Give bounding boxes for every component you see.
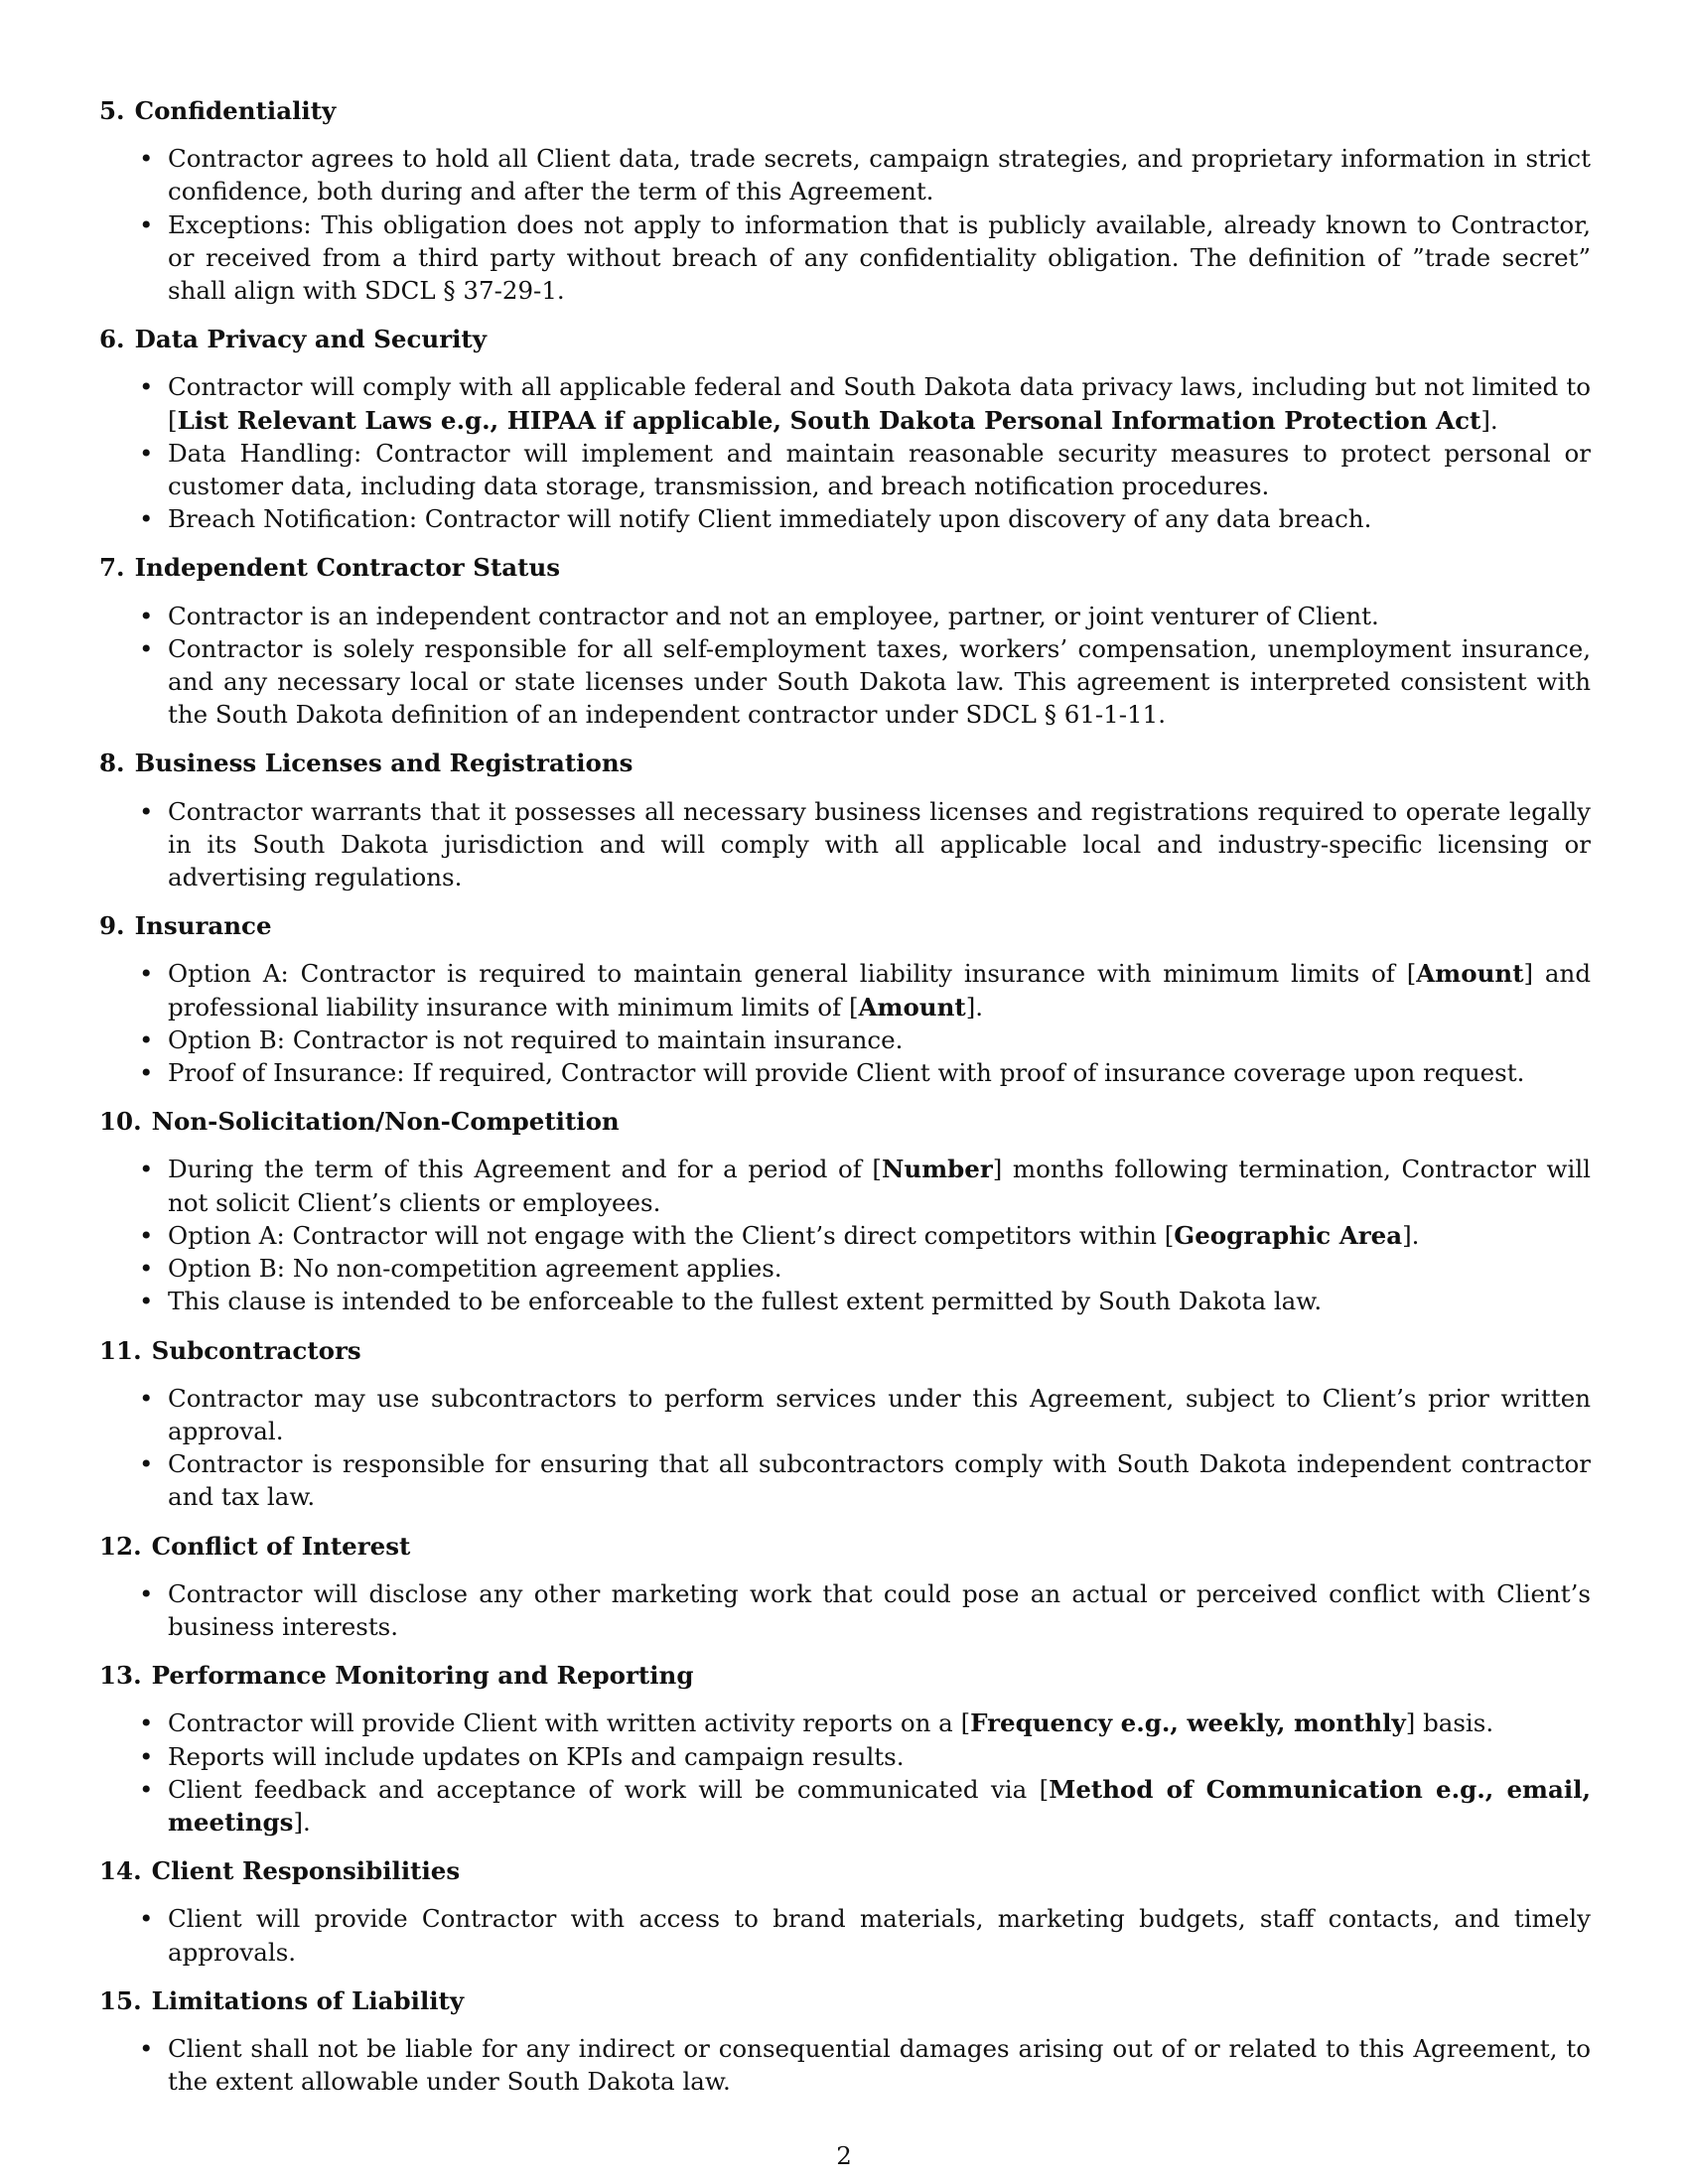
- list-item: [99, 1740, 1591, 1773]
- section-heading: [99, 323, 1591, 355]
- text-run: Contractor is an independent contractor and not an employee, partner, or joint venturer of Client.: [168, 601, 1379, 630]
- list-item: [99, 1252, 1591, 1285]
- section-number: 9.: [99, 911, 125, 941]
- section: [99, 1530, 1591, 1644]
- text-run: ] months following termination, Contractor will not solicit Client’s clients or employees.: [168, 1155, 1591, 1217]
- text-run: ].: [965, 992, 984, 1022]
- section-heading: [99, 1530, 1591, 1563]
- list-item: [99, 1577, 1591, 1643]
- text-run: ].: [293, 1807, 311, 1837]
- section: [99, 909, 1591, 1089]
- placeholder-field: Number: [881, 1155, 993, 1184]
- placeholder-field: Frequency e.g., weekly, monthly: [970, 1708, 1406, 1738]
- placeholder-field: Geographic Area: [1174, 1220, 1403, 1250]
- list-item: [99, 437, 1591, 502]
- section-heading: [99, 1659, 1591, 1692]
- section-title: Client Responsibilities: [151, 1856, 461, 1886]
- bullet-list: [99, 1706, 1591, 1839]
- text-run: Option A: Contractor is required to maintain general liability insurance with minimum limits of [: [168, 959, 1417, 989]
- section-number: 6.: [99, 325, 125, 354]
- placeholder-field: Amount: [1416, 959, 1524, 989]
- text-run: Contractor is solely responsible for all self-employment taxes, workers’ compensation, unemployment insurance, and any necessary local or state licenses under South Dakota law. This agreement is interpreted consistent with the South Dakota definition of an independent contractor under SDCL § 61-1-11.: [168, 633, 1591, 730]
- placeholder-field: Method of Communication e.g., email, meetings: [168, 1774, 1591, 1837]
- bullet-list: [99, 1382, 1591, 1514]
- text-run: Contractor will disclose any other marketing work that could pose an actual or perceived conflict with Client’s business interests.: [168, 1578, 1591, 1641]
- section-title: Non-Solicitation/Non-Competition: [151, 1107, 620, 1137]
- bullet-list: [99, 2032, 1591, 2098]
- text-run: Contractor will comply with all applicable federal and South Dakota data privacy laws, including but not limited to [: [168, 372, 1591, 435]
- list-item: [99, 208, 1591, 308]
- section-number: 10.: [99, 1107, 142, 1137]
- section-number: 13.: [99, 1661, 142, 1691]
- text-run: This clause is intended to be enforceable to the fullest extent permitted by South Dakota law.: [168, 1287, 1323, 1316]
- list-item: [99, 1219, 1591, 1252]
- section: [99, 323, 1591, 535]
- text-run: Option B: Contractor is not required to maintain insurance.: [168, 1024, 904, 1054]
- bullet-list: [99, 795, 1591, 894]
- document-body: [99, 94, 1591, 2114]
- text-run: Breach Notification: Contractor will notify Client immediately upon discovery of any data breach.: [168, 504, 1372, 534]
- placeholder-field: Amount: [858, 992, 966, 1022]
- list-item: [99, 795, 1591, 894]
- text-run: Contractor is responsible for ensuring that all subcontractors comply with South Dakota independent contractor and tax law.: [168, 1449, 1591, 1512]
- text-run: ].: [1402, 1220, 1420, 1250]
- text-run: ] and professional liability insurance with minimum limits of [: [168, 959, 1592, 1022]
- text-run: ].: [1480, 405, 1498, 435]
- list-item: [99, 957, 1591, 1023]
- section-heading: [99, 1334, 1591, 1367]
- section-number: 15.: [99, 1985, 142, 2015]
- section-heading: [99, 909, 1591, 942]
- section: [99, 551, 1591, 731]
- text-run: Client will provide Contractor with access to brand materials, marketing budgets, staff contacts, and timely approvals.: [168, 1904, 1591, 1967]
- list-item: [99, 1056, 1591, 1089]
- bullet-list: [99, 142, 1591, 307]
- list-item: [99, 370, 1591, 436]
- section: [99, 1984, 1591, 2099]
- section-title: Data Privacy and Security: [134, 325, 487, 354]
- section: [99, 1334, 1591, 1514]
- bullet-list: [99, 370, 1591, 535]
- section: [99, 94, 1591, 307]
- section-title: Conflict of Interest: [151, 1531, 411, 1561]
- text-run: Reports will include updates on KPIs and campaign results.: [168, 1741, 905, 1771]
- section-number: 11.: [99, 1335, 142, 1365]
- list-item: [99, 1153, 1591, 1218]
- bullet-list: [99, 1153, 1591, 1317]
- text-run: Option A: Contractor will not engage with the Client’s direct competitors within [: [168, 1220, 1175, 1250]
- section-heading: [99, 747, 1591, 779]
- section-heading: [99, 1105, 1591, 1138]
- section-title: Limitations of Liability: [151, 1985, 465, 2015]
- section: [99, 1854, 1591, 1969]
- list-item: [99, 502, 1591, 535]
- text-run: Contractor warrants that it possesses all necessary business licenses and registrations required to operate legally in its South Dakota jurisdiction and will comply with all applicable local and industry-specific licensing or advertising regulations.: [168, 796, 1591, 892]
- list-item: [99, 142, 1591, 207]
- section: [99, 1105, 1591, 1317]
- section-title: Performance Monitoring and Reporting: [151, 1661, 694, 1691]
- list-item: [99, 1382, 1591, 1447]
- section-number: 8.: [99, 749, 125, 778]
- section-title: Subcontractors: [151, 1335, 361, 1365]
- text-run: Contractor will provide Client with written activity reports on a [: [168, 1708, 971, 1738]
- bullet-list: [99, 600, 1591, 732]
- section-heading: [99, 1854, 1591, 1887]
- text-run: Client feedback and acceptance of work will be communicated via [: [168, 1774, 1050, 1804]
- section-number: 12.: [99, 1531, 142, 1561]
- section-number: 14.: [99, 1856, 142, 1886]
- text-run: ] basis.: [1405, 1708, 1494, 1738]
- section-title: Confidentiality: [134, 96, 337, 125]
- section-title: Insurance: [134, 911, 272, 941]
- list-item: [99, 1024, 1591, 1056]
- list-item: [99, 632, 1591, 732]
- list-item: [99, 1902, 1591, 1968]
- bullet-list: [99, 957, 1591, 1089]
- section-title: Business Licenses and Registrations: [134, 749, 633, 778]
- text-run: Proof of Insurance: If required, Contractor will provide Client with proof of insurance coverage upon request.: [168, 1058, 1525, 1088]
- bullet-list: [99, 1577, 1591, 1643]
- list-item: [99, 1773, 1591, 1839]
- section-heading: [99, 551, 1591, 584]
- text-run: During the term of this Agreement and for a period of [: [168, 1155, 882, 1184]
- section-number: 5.: [99, 96, 125, 125]
- text-run: Data Handling: Contractor will implement and maintain reasonable security measures to protect personal or customer data, including data storage, transmission, and breach notification procedures.: [168, 438, 1591, 501]
- list-item: [99, 1447, 1591, 1513]
- section-title: Independent Contractor Status: [134, 553, 561, 583]
- placeholder-field: List Relevant Laws e.g., HIPAA if applicable, South Dakota Personal Information Protection Act: [177, 405, 1481, 435]
- text-run: Contractor agrees to hold all Client data, trade secrets, campaign strategies, and proprietary information in strict confidence, both during and after the term of this Agreement.: [168, 144, 1591, 206]
- text-run: Exceptions: This obligation does not apply to information that is publicly available, already known to Contractor, or received from a third party without breach of any confidentiality obligation. The definition of ”trade secret” shall align with SDCL § 37-29-1.: [168, 209, 1591, 306]
- page-number: 2: [836, 2141, 852, 2170]
- text-run: Option B: No non-competition agreement applies.: [168, 1254, 782, 1284]
- list-item: [99, 2032, 1591, 2098]
- text-run: Client shall not be liable for any indirect or consequential damages arising out of or related to this Agreement, to the extent allowable under South Dakota law.: [168, 2033, 1591, 2097]
- section-number: 7.: [99, 553, 125, 583]
- section: [99, 747, 1591, 893]
- section-heading: [99, 94, 1591, 127]
- section: [99, 1659, 1591, 1839]
- bullet-list: [99, 1902, 1591, 1968]
- list-item: [99, 1285, 1591, 1317]
- list-item: [99, 1706, 1591, 1739]
- section-heading: [99, 1984, 1591, 2017]
- text-run: Contractor may use subcontractors to perform services under this Agreement, subject to Client’s prior written approval.: [168, 1383, 1591, 1445]
- list-item: [99, 600, 1591, 632]
